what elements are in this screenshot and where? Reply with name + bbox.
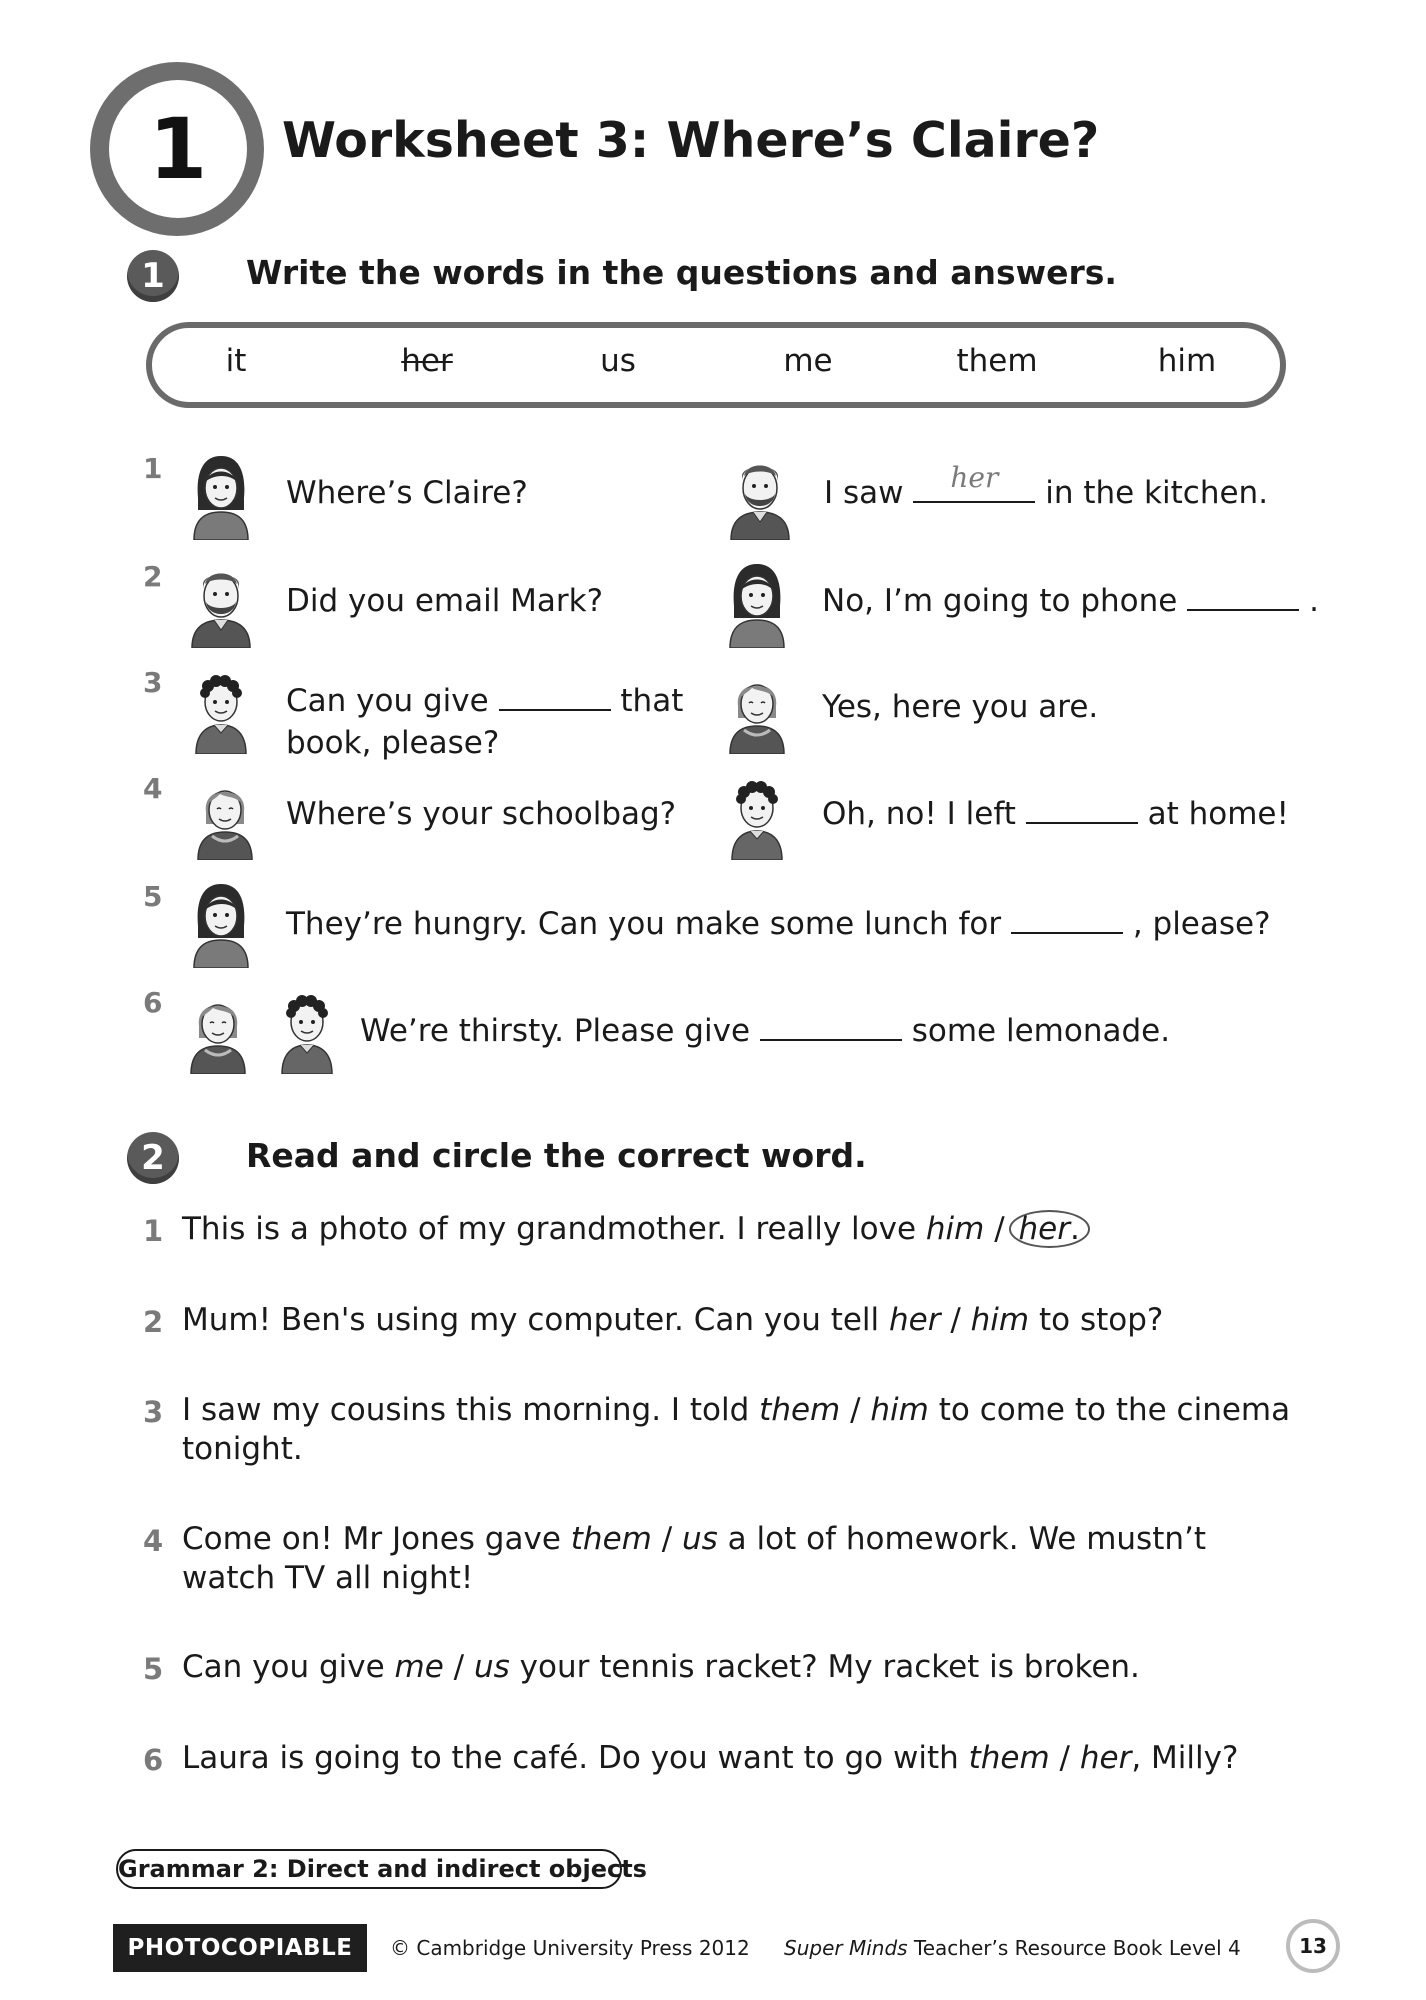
circled-option[interactable] [1009,1210,1090,1248]
book-title [784,1936,1241,1960]
sentence-end: , Milly? [1131,1740,1239,1776]
boy-avatar [272,982,342,1074]
answer-blank[interactable] [1187,581,1299,611]
question-text: Did you email Mark? [286,583,604,619]
sentence-text: Can you give [182,1649,385,1685]
question-line-1 [286,680,683,722]
option-separator: / [984,1211,1015,1247]
sentence-text: I saw my cousins this morning. I told [182,1392,750,1428]
word-them: them [956,343,1038,379]
page-number: 13 [1286,1919,1340,1973]
option-separator: / [443,1649,474,1685]
sentence-number: 6 [143,1743,164,1777]
sentence-number: 3 [143,1395,164,1429]
sentence-5 [182,1648,1302,1687]
word-us: us [600,343,636,379]
exercise-2-badge: 2 [127,1132,179,1184]
row-number: 6 [143,986,163,1019]
option-separator: / [651,1521,682,1557]
girl-avatar [183,982,253,1074]
question-text-before: We’re thirsty. Please give [360,1013,751,1049]
sentence-end: your tennis racket? My racket is broken. [509,1649,1140,1685]
word-box [146,322,1286,408]
sentence-text: Come on! Mr Jones gave [182,1521,561,1557]
option-2[interactable]: us [682,1521,718,1557]
sentence-text: This is a photo of my grandmother. I really love [182,1211,917,1247]
exercise-2-instruction: Read and circle the correct word. [246,1136,867,1175]
sentence-end: . [1069,1211,1080,1247]
question-line-2: book, please? [286,725,500,761]
option-separator: / [1049,1740,1080,1776]
word-me: me [783,343,833,379]
answer-text-after: at home! [1147,796,1289,832]
row-number: 4 [143,772,163,805]
unit-number: 1 [109,80,247,218]
row-number: 2 [143,560,163,593]
girl-avatar [722,662,792,754]
answer-text-before: No, I’m going to phone [822,583,1178,619]
option-2: her [1018,1211,1070,1247]
option-separator: / [840,1392,871,1428]
sentence-number: 4 [143,1524,164,1558]
sentence-number: 2 [143,1305,164,1339]
example-answer: her [950,461,999,494]
answer-text-after: in the kitchen. [1045,475,1269,511]
question-line [286,903,1271,945]
copyright-text: © Cambridge University Press 2012 [390,1936,750,1960]
page-title: Worksheet 3: Where’s Claire? [282,112,1100,169]
question-text-after: that [620,683,684,719]
sentence-number: 1 [143,1214,164,1248]
option-1[interactable]: them [968,1740,1050,1776]
question-blank[interactable] [760,1011,902,1041]
sentence-3 [182,1391,1302,1469]
girl-avatar [722,556,792,648]
sentence-end: to come to the cinema tonight. [182,1392,1291,1467]
option-2[interactable]: him [970,1302,1030,1338]
man-avatar [725,448,795,540]
option-2[interactable]: him [870,1392,929,1428]
sentence-2 [182,1301,1302,1340]
answer-line [822,580,1319,622]
sentence-1 [182,1210,1302,1249]
sentence-6 [182,1739,1302,1778]
answer-line [824,461,1269,514]
option-2[interactable]: us [473,1649,510,1685]
option-1[interactable]: him [925,1211,985,1247]
question-text-before: Can you give [286,683,489,719]
book-subtitle: Teacher’s Resource Book Level 4 [907,1936,1241,1960]
grammar-label: Grammar 2: Direct and indirect objects [116,1849,622,1889]
question-line [360,1010,1170,1052]
answer-text-after: . [1309,583,1319,619]
answer-blank[interactable] [913,461,1035,503]
question-text-before: They’re hungry. Can you make some lunch for [286,906,1002,942]
boy-avatar [722,768,792,860]
exercise-1-badge: 1 [127,250,179,302]
man-avatar [186,556,256,648]
answer-text: Yes, here you are. [822,689,1099,725]
sentence-text: Laura is going to the café. Do you want to go with [182,1740,959,1776]
option-1[interactable]: them [759,1392,841,1428]
option-separator: / [940,1302,971,1338]
option-2[interactable]: her [1079,1740,1132,1776]
question-text-after: , please? [1132,906,1271,942]
question-blank[interactable] [499,681,611,711]
option-1[interactable]: me [394,1649,444,1685]
sentence-4 [182,1520,1302,1598]
word-it: it [225,343,247,379]
exercise-1-instruction: Write the words in the questions and answers. [246,253,1117,292]
question-blank[interactable] [1011,904,1123,934]
option-1[interactable]: her [889,1302,941,1338]
girl-avatar [186,448,256,540]
answer-text-before: Oh, no! I left [822,796,1016,832]
word-him: him [1157,343,1217,379]
question-text: Where’s Claire? [286,475,528,511]
answer-blank[interactable] [1026,794,1138,824]
photocopiable-badge: PHOTOCOPIABLE [113,1924,367,1972]
word-her-crossed: her [401,343,453,379]
option-1[interactable]: them [570,1521,652,1557]
girl-avatar [190,768,260,860]
sentence-end: to stop? [1029,1302,1164,1338]
sentence-number: 5 [143,1652,164,1686]
boy-avatar [186,662,256,754]
series-name: Super Minds [784,1936,908,1960]
sentence-text: Mum! Ben's using my computer. Can you tell [182,1302,880,1338]
row-number: 5 [143,880,163,913]
girl-avatar [186,876,256,968]
answer-text-before: I saw [824,475,904,511]
question-text-after: some lemonade. [911,1013,1171,1049]
row-number: 3 [143,666,163,699]
question-text: Where’s your schoolbag? [286,796,677,832]
row-number: 1 [143,452,163,485]
answer-line [822,793,1289,835]
sentence-end: a lot of homework. We mustn’t watch TV all night! [182,1521,1207,1596]
